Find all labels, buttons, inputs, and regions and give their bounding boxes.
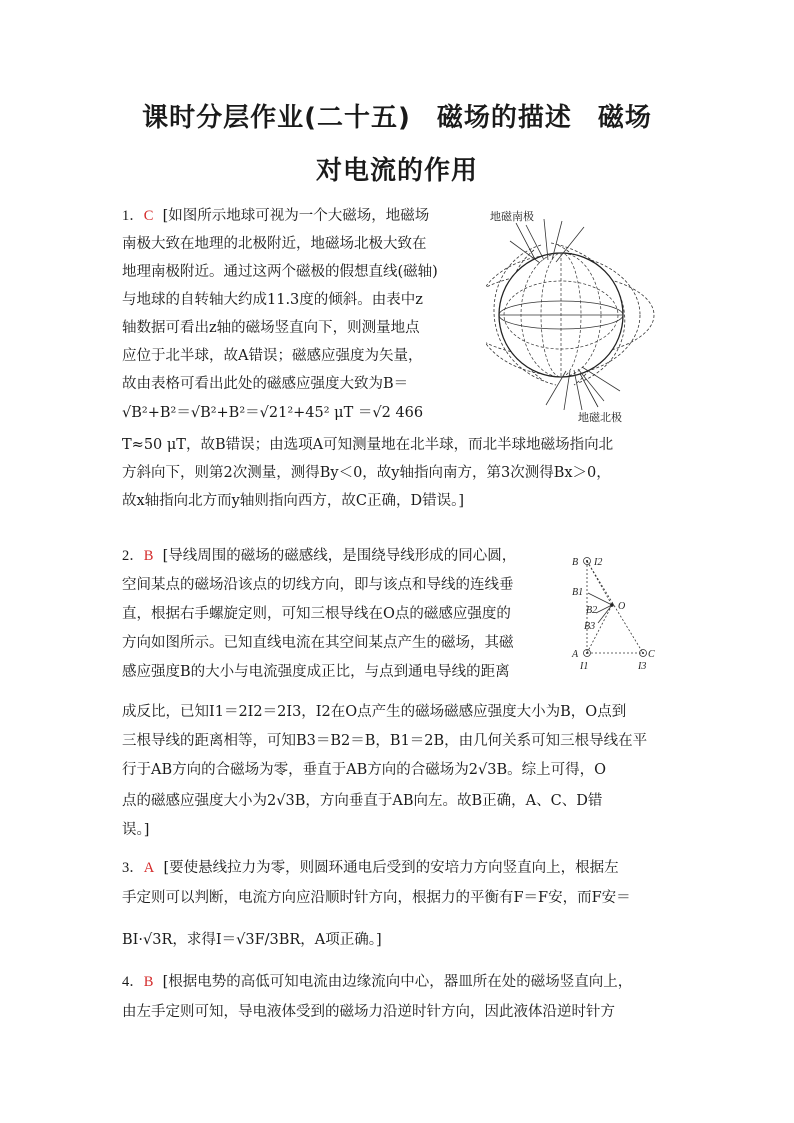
- three-wire-field-figure: [568, 553, 670, 673]
- q1-line-4: 与地球的自转轴大约成11.3度的倾斜。由表中z: [122, 292, 423, 308]
- label-geomagnetic-north: 地磁北极: [578, 411, 622, 424]
- q3-line-3: BI·√3R，求得I＝√3F/3BR，A项正确。]: [122, 932, 382, 948]
- label-geomagnetic-south: 地磁南极: [490, 210, 534, 223]
- q1-line-6: 应位于北半球，故A错误；磁感应强度为矢量，: [122, 348, 423, 364]
- q2-line-2: 空间某点的磁场沿该点的切线方向，即与该点和导线的连线垂: [122, 577, 514, 593]
- title-part-1: 课时分层作业(二十五): [142, 103, 411, 133]
- svg-text:A: A: [572, 649, 579, 660]
- q1-line-5: 轴数据可看出z轴的磁场竖直向下，则测量地点: [122, 320, 420, 336]
- answer-badge: C: [143, 208, 154, 224]
- q3-line-2: 手定则可以判断，电流方向应沿顺时针方向，根据力的平衡有F＝F安，而F安＝: [122, 890, 631, 906]
- earth-magnetic-field-figure: [486, 205, 662, 427]
- q1-line-10: 方斜向下，则第2次测量，测得By＜0，故y轴指向南方，第3次测得Bx＞0，: [122, 465, 611, 481]
- svg-text:I3: I3: [638, 661, 647, 672]
- q2-line-8: 行于AB方向的合磁场为零，垂直于AB方向的合磁场为2√3B。综上可得，O: [122, 762, 606, 778]
- q2-line-9: 点的磁感应强度大小为2√3B，方向垂直于AB向左。故B正确，A、C、D错: [122, 793, 603, 809]
- q4-line-2: 由左手定则可知，导电液体受到的磁场力沿逆时针方向，因此液体沿逆时针方: [122, 1004, 615, 1020]
- q2-line-1: 2．B [导线周围的磁场的磁感线，是围绕导线形成的同心圆，: [122, 548, 517, 564]
- svg-text:B3: B3: [584, 621, 596, 632]
- answer-badge: A: [143, 860, 155, 876]
- q3-line-1: 3．A [要使悬线拉力为零，则圆环通电后受到的安培力方向竖直向上，根据左: [122, 860, 619, 876]
- answer-badge: B: [143, 548, 154, 564]
- q1-line-3: 地理南极附近。通过这两个磁极的假想直线(磁轴): [122, 264, 438, 280]
- svg-text:B: B: [572, 557, 579, 568]
- q1-line-11: 故x轴指向北方而y轴则指向西方，故C正确，D错误。]: [122, 493, 464, 509]
- svg-text:O: O: [618, 601, 626, 612]
- q2-line-5: 感应强度B的大小与电流强度成正比，与点到通电导线的距离: [122, 664, 510, 680]
- q1-line-2: 南极大致在地理的北极附近，地磁场北极大致在: [122, 236, 427, 252]
- title-part-2: 磁场的描述: [436, 103, 572, 133]
- q1-line-7: 故由表格可看出此处的磁感应强度大致为B＝: [122, 376, 409, 392]
- q4-line-1: 4．B [根据电势的高低可知电流由边缘流向中心，器皿所在处的磁场竖直向上，: [122, 974, 633, 990]
- page-title-line-2: 对电流的作用: [315, 156, 478, 186]
- svg-text:C: C: [648, 649, 655, 660]
- q1-line-8: √B²+B²＝√B²+B²＝√21²+45² μT ＝√2 466: [122, 405, 424, 421]
- title-part-3: 磁场: [597, 103, 652, 133]
- q1-line-1: 1．C [如图所示地球可视为一个大磁场，地磁场: [122, 208, 430, 224]
- svg-text:I2: I2: [594, 557, 603, 568]
- answer-badge: B: [143, 974, 154, 990]
- svg-text:I1: I1: [580, 661, 589, 672]
- q1-line-9: T≈50 μT，故B错误；由选项A可知测量地在北半球，而北半球地磁场指向北: [122, 437, 614, 453]
- q2-line-6: 成反比，已知I1＝2I2＝2I3，I2在O点产生的磁场磁感应强度大小为B，O点到: [122, 704, 627, 720]
- q2-line-4: 方向如图所示。已知直线电流在其空间某点产生的磁场，其磁: [122, 635, 514, 651]
- svg-text:B2: B2: [586, 605, 598, 616]
- q2-line-3: 直，根据右手螺旋定则，可知三根导线在O点的磁感应强度的: [122, 606, 511, 622]
- svg-text:B1: B1: [572, 587, 584, 598]
- q2-line-10: 误。]: [122, 822, 150, 838]
- q2-line-7: 三根导线的距离相等，可知B3＝B2＝B，B1＝2B，由几何关系可知三根导线在平: [122, 733, 648, 749]
- page-title-line-1: [0, 97, 794, 134]
